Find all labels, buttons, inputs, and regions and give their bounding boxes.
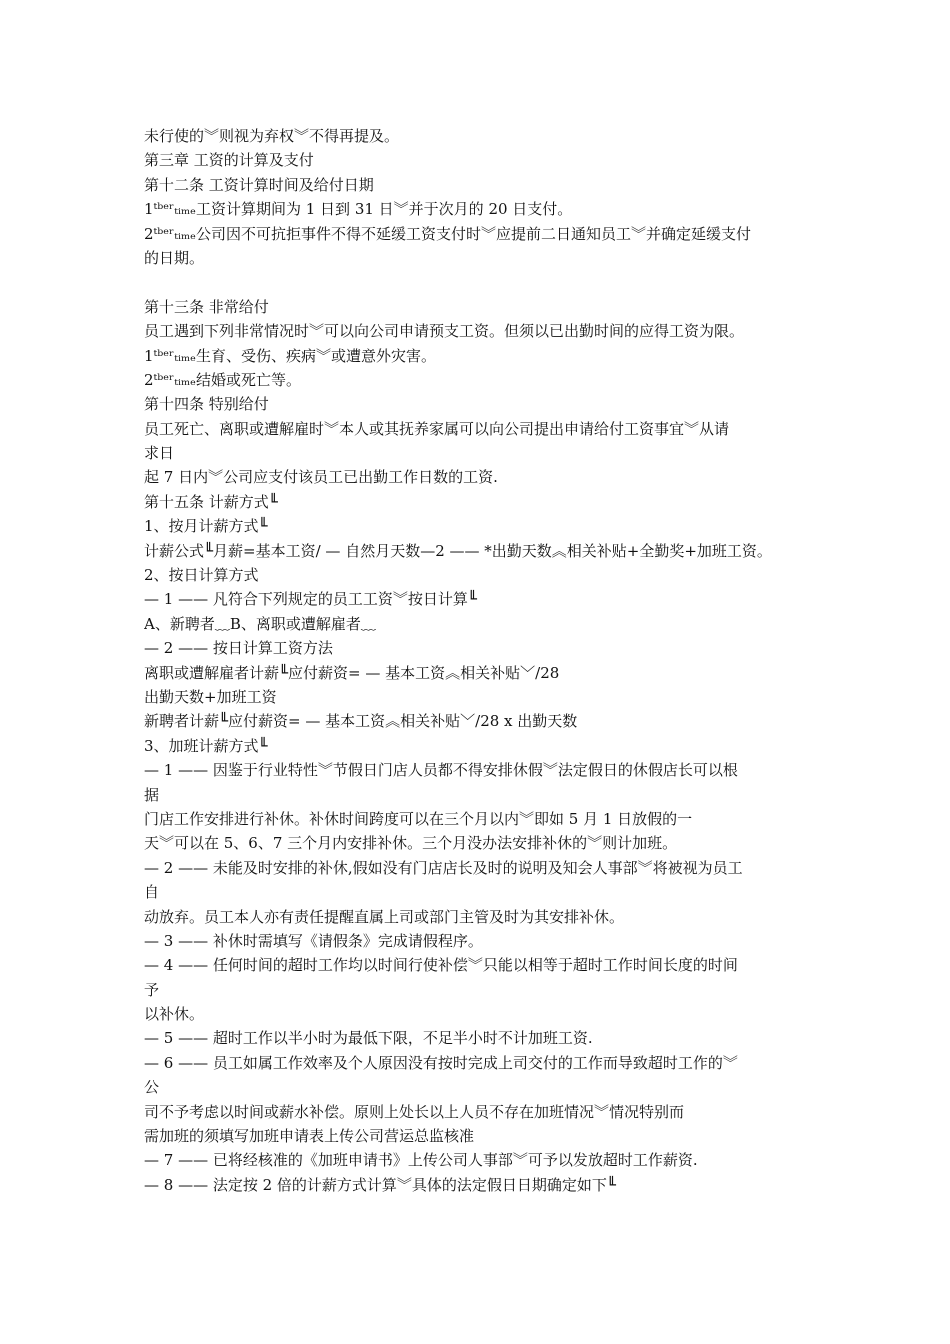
text-line: 公 — [144, 1078, 160, 1097]
text-line: — 2 —— 按日计算工资方法 — [144, 639, 333, 658]
text-line: 予 — [144, 980, 160, 999]
text-line: 离职或遭解雇者计薪╙应付薪资= — 基本工资︽相关补贴﹀/28 — [144, 663, 560, 682]
text-line: 的日期。 — [144, 248, 205, 267]
text-line: 出勤天数+加班工资 — [144, 687, 277, 706]
text-line: — 5 —— 超时工作以半小时为最低下限，不足半小时不计加班工资. — [144, 1029, 593, 1048]
text-line: 以补休。 — [144, 1005, 205, 1024]
section-heading: 2、按日计算方式 — [144, 566, 259, 585]
text-line: 员工死亡、离职或遭解雇时︾本人或其抚养家属可以向公司提出申请给付工资事宜︾从请 — [144, 419, 730, 438]
text-line: — 4 —— 任何时间的超时工作均以时间行使补偿︾只能以相等于超时工作时间长度的时间 — [144, 956, 738, 975]
blank-line — [144, 270, 824, 294]
text-line: 2ᵗᵇᵉʳₜᵢₘₑ公司因不可抗拒事件不得不延缓工资支付时︾应提前二日通知员工︾并确定延缓支付 — [144, 224, 751, 243]
document-body — [144, 124, 824, 1197]
text-line: 2ᵗᵇᵉʳₜᵢₘₑ结婚或死亡等。 — [144, 370, 301, 389]
article-heading: 第十三条 非常给付 — [144, 297, 269, 316]
article-heading: 第十五条 计薪方式╙ — [144, 492, 278, 511]
text-line: — 6 —— 员工如属工作效率及个人原因没有按时完成上司交付的工作而导致超时工作的︾ — [144, 1053, 738, 1072]
text-line: — 8 —— 法定按 2 倍的计薪方式计算︾具体的法定假日日期确定如下╙ — [144, 1175, 616, 1194]
text-line: 1ᵗᵇᵉʳₜᵢₘₑ工资计算期间为 1 日到 31 日︾并于次月的 20 日支付。 — [144, 200, 573, 219]
text-line: 天︾可以在 5、6、7 三个月内安排补休。三个月没办法安排补休的︾则计加班。 — [144, 834, 678, 853]
text-line: 员工遇到下列非常情况时︾可以向公司申请预支工资。但须以已出勤时间的应得工资为限。 — [144, 322, 745, 341]
text-line: 计薪公式╙月薪=基本工资/ — 自然月天数—2 —— *出勤天数︽相关补贴+全勤奖+加班工资。 — [144, 541, 772, 560]
text-line: A、新聘者﹏B、离职或遭解雇者﹏ — [144, 614, 376, 633]
text-line: 1ᵗᵇᵉʳₜᵢₘₑ生育、受伤、疾病︾或遭意外灾害。 — [144, 346, 436, 365]
text-line: — 7 —— 已将经核准的《加班申请书》上传公司人事部︾可予以发放超时工作薪资. — [144, 1151, 698, 1170]
text-line: — 3 —— 补休时需填写《请假条》完成请假程序。 — [144, 931, 483, 950]
text-line: — 1 —— 因鉴于行业特性︾节假日门店人员都不得安排休假︾法定假日的休假店长可以根 — [144, 761, 738, 780]
text-line: 自 — [144, 883, 160, 902]
text-line: 需加班的须填写加班申请表上传公司营运总监核准 — [144, 1127, 475, 1146]
text-line: 起 7 日内︾公司应支付该员工已出勤工作日数的工资. — [144, 468, 498, 487]
text-line: 求日 — [144, 444, 175, 463]
text-line: — 2 —— 未能及时安排的补休,假如没有门店店长及时的说明及知会人事部︾将被视为员工 — [144, 858, 743, 877]
text-line: 新聘者计薪╙应付薪资= — 基本工资︽相关补贴﹀/28 x 出勤天数 — [144, 712, 578, 731]
chapter-heading: 第三章 工资的计算及支付 — [144, 151, 314, 170]
text-line: 据 — [144, 785, 160, 804]
section-heading: 1、按月计薪方式╙ — [144, 517, 268, 536]
text-line: 动放弃。员工本人亦有责任提醒直属上司或部门主管及时为其安排补休。 — [144, 907, 625, 926]
text-line: 门店工作安排进行补休。补休时间跨度可以在三个月以内︾即如 5 月 1 日放假的一 — [144, 809, 693, 828]
article-heading: 第十四条 特别给付 — [144, 395, 269, 414]
text-line: 未行使的︾则视为弃权︾不得再提及。 — [144, 127, 400, 145]
text-line: — 1 —— 凡符合下列规定的员工工资︾按日计算╙ — [144, 590, 477, 609]
text-line: 司不予考虑以时间或薪水补偿。原则上处长以上人员不存在加班情况︾情况特别而 — [144, 1102, 685, 1121]
section-heading: 3、加班计薪方式╙ — [144, 736, 268, 755]
article-heading: 第十二条 工资计算时间及给付日期 — [144, 175, 374, 194]
